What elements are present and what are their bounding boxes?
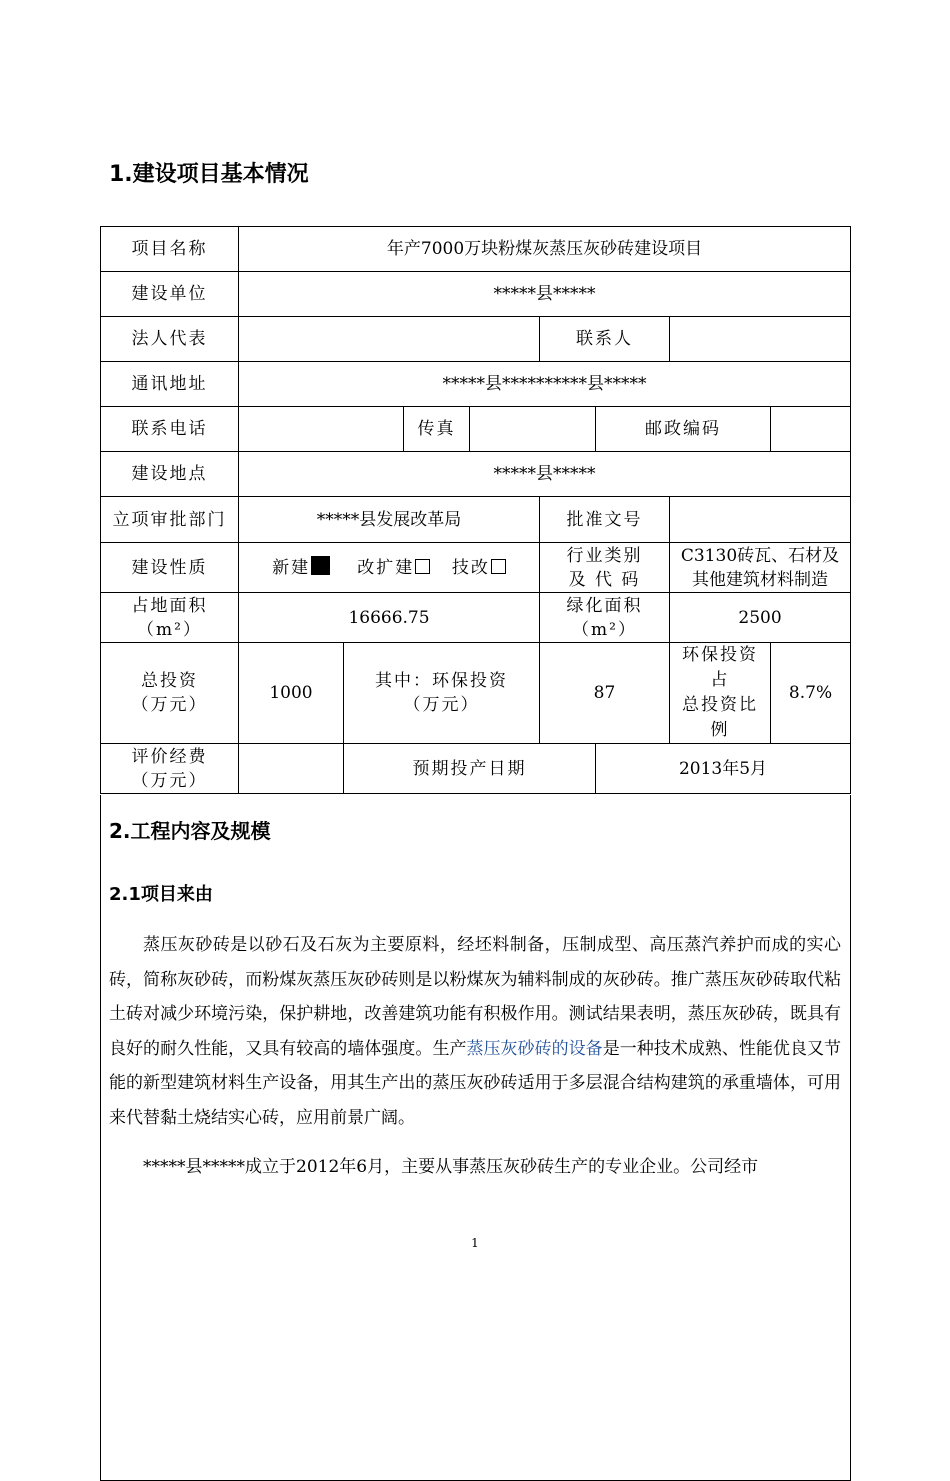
paragraph-1-text-a: 蒸压灰砂砖是以砂石及石灰为主要原料，经坯料制备，压制成型、高压蒸汽养护而成的实心砖，简称灰砂砖，而粉煤灰蒸压灰砂砖则是以粉煤灰为辅料制成的灰砂砖。推广蒸压灰砂砖取代粘土砖对减少环境污染，保护耕地，改善建筑功能有积极作用。测试结果表明，蒸压灰砂砖，既具有良好的耐久性能，又具有较高的墙体强度。生产 xyxy=(109,935,841,1059)
area-label-line1: 占地面积 xyxy=(131,595,208,616)
green-label-line1: 绿化面积 xyxy=(566,595,643,616)
approval-dept-label: 立项审批部门 xyxy=(101,497,239,543)
prod-date-value: 2013年5月 xyxy=(596,744,851,794)
phone-label: 联系电话 xyxy=(101,407,239,452)
phone-value xyxy=(239,407,404,452)
nature-options xyxy=(239,543,540,593)
fax-label: 传真 xyxy=(404,407,470,452)
project-info-table xyxy=(100,226,851,794)
section-title: 1.建设项目基本情况 xyxy=(109,162,309,187)
env-invest-value: 87 xyxy=(540,643,670,744)
green-value: 2500 xyxy=(670,593,851,643)
paragraph-1-text-b: 是一种技术成熟、性能优良又节能的新型建筑材料生产设备，用其生产出的蒸压灰砂砖适用于多层混合结构建筑的承重墙体，可用来代替黏土烧结实心砖，应用前景广阔。 xyxy=(109,1038,842,1128)
ratio-label-line4: 例 xyxy=(710,720,730,740)
postcode-value xyxy=(771,407,851,452)
env-invest-label-line1: 其中：环保投资 xyxy=(375,671,508,691)
project-name-value: 年产7000万块粉煤灰蒸压灰砂砖建设项目 xyxy=(239,227,851,272)
address-value: *****县**********县***** xyxy=(239,362,851,407)
contact-label: 联系人 xyxy=(540,317,670,362)
area-label xyxy=(101,593,239,643)
green-label-line2: （m²） xyxy=(572,619,637,640)
equipment-link[interactable]: 蒸压灰砂砖的设备 xyxy=(466,1038,603,1059)
nature-label: 建设性质 xyxy=(101,543,239,593)
nature-new-label: 新建 xyxy=(272,557,311,578)
legal-rep-label: 法人代表 xyxy=(101,317,239,362)
green-label xyxy=(540,593,670,643)
industry-value-line2: 其他建筑材料制造 xyxy=(692,569,828,590)
industry-value xyxy=(670,543,851,593)
ratio-value: 8.7% xyxy=(771,643,851,744)
site-label: 建设地点 xyxy=(101,452,239,497)
fax-value xyxy=(470,407,596,452)
approval-no-label: 批准文号 xyxy=(540,497,670,543)
paragraph-2: *****县*****成立于2012年6月，主要从事蒸压灰砂砖生产的专业企业。公司经市 xyxy=(143,1157,759,1177)
contact-value xyxy=(670,317,851,362)
env-invest-label-line2: （万元） xyxy=(403,695,480,715)
ratio-label xyxy=(670,643,771,744)
checked-box-icon xyxy=(311,556,330,575)
invest-label xyxy=(101,643,239,744)
industry-label xyxy=(540,543,670,593)
fee-label-line1: 评价经费 xyxy=(131,746,208,767)
unchecked-box-icon xyxy=(491,559,506,574)
prod-date-label: 预期投产日期 xyxy=(344,744,596,794)
section2-title: 2.工程内容及规模 xyxy=(109,819,271,843)
approval-dept-value: *****县发展改革局 xyxy=(239,497,540,543)
nature-tech-label: 技改 xyxy=(451,557,490,578)
fee-label xyxy=(101,744,239,794)
industry-label-line2: 及 代 码 xyxy=(568,569,641,590)
ratio-label-line3: 总投资比 xyxy=(682,695,758,715)
address-label: 通讯地址 xyxy=(101,362,239,407)
invest-value: 1000 xyxy=(239,643,344,744)
invest-label-line1: 总投资 xyxy=(141,671,198,691)
env-invest-label xyxy=(344,643,540,744)
fee-label-line2: （万元） xyxy=(131,770,208,791)
fee-value xyxy=(239,744,344,794)
unit-value: *****县***** xyxy=(239,272,851,317)
site-value: *****县***** xyxy=(239,452,851,497)
industry-value-line1: C3130砖瓦、石材及 xyxy=(680,545,840,566)
industry-label-line1: 行业类别 xyxy=(566,545,643,566)
paragraph-1 xyxy=(109,928,841,1135)
postcode-label: 邮政编码 xyxy=(596,407,771,452)
page-number: 1 xyxy=(471,1236,479,1250)
unit-label: 建设单位 xyxy=(101,272,239,317)
nature-expand-label: 改扩建 xyxy=(357,557,415,578)
ratio-label-line1: 环保投资 xyxy=(682,645,758,665)
ratio-label-line2: 占 xyxy=(710,670,730,690)
legal-rep-value xyxy=(239,317,540,362)
invest-label-line2: （万元） xyxy=(131,695,208,715)
unchecked-box-icon xyxy=(415,559,430,574)
area-label-line2: （m²） xyxy=(137,619,202,640)
approval-no-value xyxy=(670,497,851,543)
section2-1-title: 2.1项目来由 xyxy=(109,884,213,905)
project-name-label: 项目名称 xyxy=(101,227,239,272)
area-value: 16666.75 xyxy=(239,593,540,643)
